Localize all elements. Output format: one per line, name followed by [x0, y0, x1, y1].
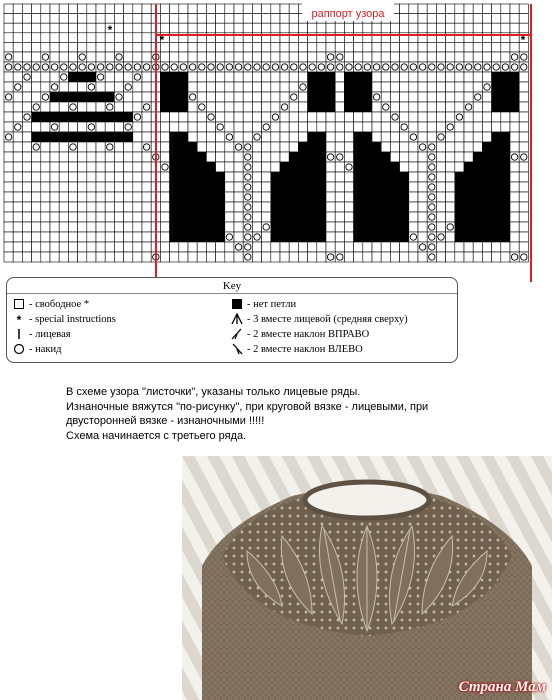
- note-line-2: Изнаночные вяжутся "по-рисунку", при круговой вязке - лицевыми, при: [66, 400, 429, 413]
- note-line-1: В схеме узора "листочки", указаны только лицевые ряды.: [66, 386, 361, 398]
- key-item-special: * - special instructions: [13, 313, 116, 325]
- key-item-knit: - лицевая: [13, 328, 71, 340]
- site-watermark: Страна Мам: [458, 679, 546, 695]
- asterisk-icon: [13, 313, 25, 325]
- knitting-chart: [0, 0, 552, 285]
- key-item-empty: - свободное *: [13, 298, 89, 310]
- key-item-yarn-over: - накид: [13, 343, 61, 355]
- empty-square-icon: [13, 298, 25, 310]
- yarn-over-circle-icon: [13, 343, 25, 355]
- chart-grid: [4, 4, 528, 262]
- sweater-photo: [182, 456, 552, 700]
- note-line-3: двусторонней вязке - изнаночными !!!!!: [66, 415, 265, 427]
- ssk-left-icon: [231, 343, 243, 355]
- k3tog-icon: [231, 313, 243, 325]
- pattern-notes: [66, 385, 466, 443]
- repeat-label: раппорт узора: [311, 8, 385, 20]
- black-square-icon: [231, 298, 243, 310]
- svg-text:*: *: [16, 313, 22, 325]
- chart-key: [6, 277, 458, 363]
- special-marker-right: *: [520, 33, 526, 47]
- special-marker-top: *: [107, 23, 113, 37]
- key-item-ssk-left: - 2 вместе наклон ВЛЕВО: [231, 343, 363, 355]
- key-item-k3tog: - 3 вместе лицевой (средняя сверху): [231, 313, 408, 325]
- key-item-no-stitch: - нет петли: [231, 298, 296, 310]
- knit-bar-icon: [13, 328, 25, 340]
- k2tog-right-icon: [231, 328, 243, 340]
- note-line-4: Схема начинается с третьего ряда.: [66, 429, 247, 442]
- special-marker-left: *: [159, 33, 165, 47]
- key-title: Key: [222, 280, 242, 292]
- key-divider: [7, 293, 457, 294]
- key-item-k2tog-right: - 2 вместе наклон ВПРАВО: [231, 328, 369, 340]
